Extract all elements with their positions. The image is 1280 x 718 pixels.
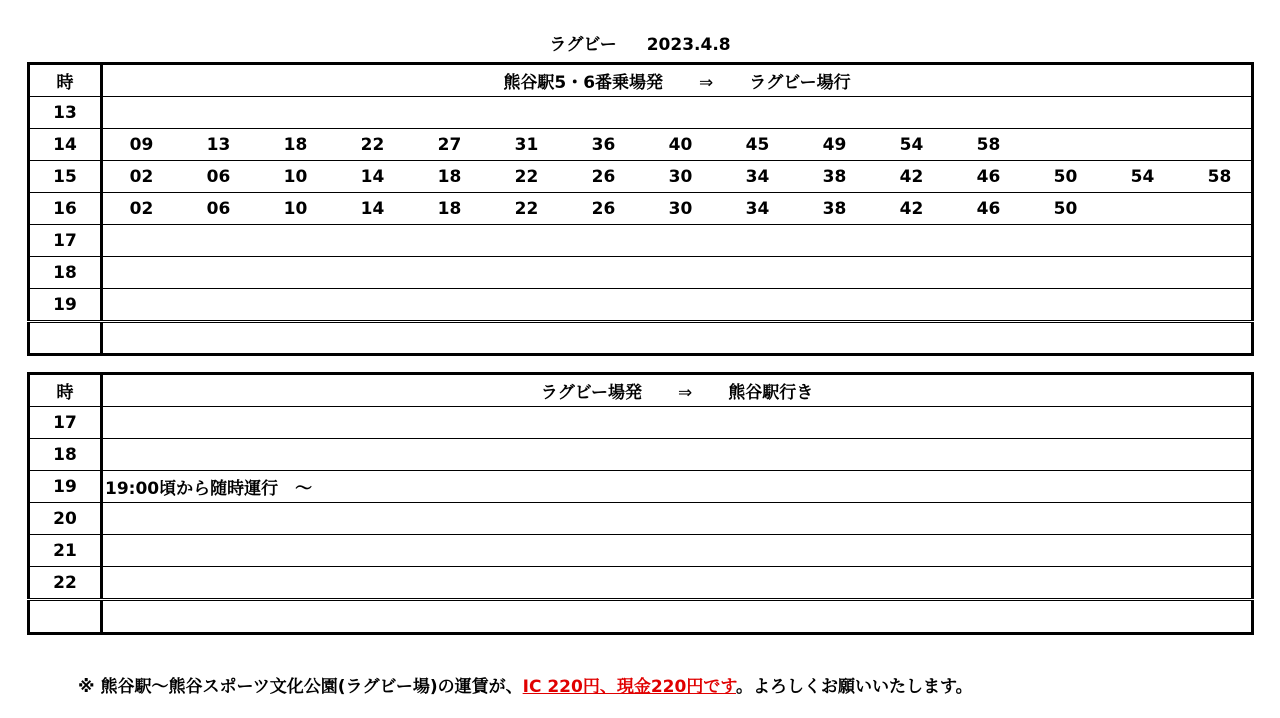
departure-minute: 18: [437, 198, 462, 219]
departure-minute: 54: [899, 134, 924, 155]
schedule-note-cell: [102, 503, 1253, 535]
inbound-timetable: [27, 372, 1254, 635]
departure-minute: 46: [976, 198, 1001, 219]
schedule-note-cell: [102, 535, 1253, 567]
hour-cell: 18: [29, 439, 102, 471]
hour-cell: 21: [29, 535, 102, 567]
departure-minute: 38: [822, 166, 847, 187]
departure-minute: 22: [514, 166, 539, 187]
outbound-row: [29, 257, 1253, 289]
outbound-row: [29, 289, 1253, 322]
departure-minute: 45: [745, 134, 770, 155]
departure-minute: 02: [129, 166, 154, 187]
outbound-destination: ラグビー場行: [749, 73, 851, 93]
title-name: ラグビー: [549, 35, 617, 55]
minutes-cell: [102, 97, 1253, 129]
departure-minute: 50: [1053, 166, 1078, 187]
hour-cell: 18: [29, 257, 102, 289]
footnote-suffix: 。よろしくお願いいたします。: [735, 677, 973, 697]
departure-minute: 58: [1207, 166, 1232, 187]
schedule-note-cell: [102, 567, 1253, 600]
departure-minute: 40: [668, 134, 693, 155]
outbound-row: [29, 129, 1253, 161]
outbound-timetable: [27, 62, 1254, 356]
minutes-cell: [102, 257, 1253, 289]
hour-cell: 15: [29, 161, 102, 193]
departure-minute: 22: [514, 198, 539, 219]
departure-minute: 58: [976, 134, 1001, 155]
minutes-cell: [102, 129, 1253, 161]
departure-minute: 26: [591, 198, 616, 219]
inbound-destination: 熊谷駅行き: [728, 383, 814, 403]
hour-cell: 20: [29, 503, 102, 535]
departure-minute: 02: [129, 198, 154, 219]
hour-cell: 17: [29, 225, 102, 257]
schedule-note-cell: [102, 439, 1253, 471]
outbound-row: [29, 161, 1253, 193]
hour-cell: 13: [29, 97, 102, 129]
hour-cell: 17: [29, 407, 102, 439]
departure-minute: 06: [206, 198, 231, 219]
outbound-route-header: [102, 64, 1253, 97]
departure-minute: 06: [206, 166, 231, 187]
departure-minute: 27: [437, 134, 462, 155]
inbound-row: [29, 567, 1253, 600]
departure-minute: 09: [129, 134, 154, 155]
departure-minute: 46: [976, 166, 1001, 187]
departure-minute: 26: [591, 166, 616, 187]
inbound-row: [29, 439, 1253, 471]
empty-hour-cell: [29, 322, 102, 355]
departure-minute: 54: [1130, 166, 1155, 187]
hour-cell: 19: [29, 289, 102, 322]
hour-cell: 14: [29, 129, 102, 161]
departure-minute: 10: [283, 198, 308, 219]
departure-minute: 49: [822, 134, 847, 155]
departure-minute: 50: [1053, 198, 1078, 219]
inbound-row: [29, 535, 1253, 567]
departure-minute: 31: [514, 134, 539, 155]
outbound-row: [29, 225, 1253, 257]
spacer-row: [29, 322, 1253, 355]
departure-minute: 36: [591, 134, 616, 155]
inbound-origin: ラグビー場発: [540, 383, 643, 403]
departure-minute: 14: [360, 166, 385, 187]
outbound-origin: 熊谷駅5・6番乗場発: [503, 73, 664, 93]
departure-minute: 34: [745, 166, 770, 187]
hour-cell: 16: [29, 193, 102, 225]
hour-cell: 22: [29, 567, 102, 600]
fare-highlight: IC 220円、現金220円です: [522, 677, 736, 697]
title-date: 2023.4.8: [646, 35, 731, 55]
empty-hour-cell: [29, 600, 102, 634]
hour-column-header: 時: [29, 64, 102, 97]
inbound-row: [29, 471, 1253, 503]
departure-minute: 13: [206, 134, 231, 155]
outbound-row: [29, 193, 1253, 225]
minutes-cell: [102, 289, 1253, 322]
departure-minute: 18: [437, 166, 462, 187]
minutes-cell: [102, 161, 1253, 193]
hour-column-header: 時: [29, 374, 102, 407]
empty-cell: [102, 322, 1253, 355]
arrow-icon: ⇒: [678, 383, 693, 403]
inbound-header-row: [29, 374, 1253, 407]
minutes-cell: [102, 225, 1253, 257]
outbound-row: [29, 97, 1253, 129]
fare-footnote: [78, 674, 973, 700]
schedule-note-cell: [102, 407, 1253, 439]
departure-minute: 18: [283, 134, 308, 155]
departure-minute: 38: [822, 198, 847, 219]
departure-minute: 14: [360, 198, 385, 219]
hour-cell: 19: [29, 471, 102, 503]
minutes-cell: [102, 193, 1253, 225]
footnote-prefix: ※ 熊谷駅～熊谷スポーツ文化公園(ラグビー場)の運賃が、: [78, 677, 523, 697]
page-title: [0, 33, 1280, 57]
inbound-route-header: [102, 374, 1253, 407]
spacer-row: [29, 600, 1253, 634]
schedule-note-cell: 19:00頃から随時運行 ～: [102, 471, 1253, 503]
departure-minute: 10: [283, 166, 308, 187]
departure-minute: 42: [899, 198, 924, 219]
departure-minute: 30: [668, 166, 693, 187]
inbound-row: [29, 503, 1253, 535]
departure-minute: 22: [360, 134, 385, 155]
empty-cell: [102, 600, 1253, 634]
departure-minute: 34: [745, 198, 770, 219]
departure-minute: 30: [668, 198, 693, 219]
inbound-row: [29, 407, 1253, 439]
outbound-header-row: [29, 64, 1253, 97]
departure-minute: 42: [899, 166, 924, 187]
arrow-icon: ⇒: [699, 73, 714, 93]
